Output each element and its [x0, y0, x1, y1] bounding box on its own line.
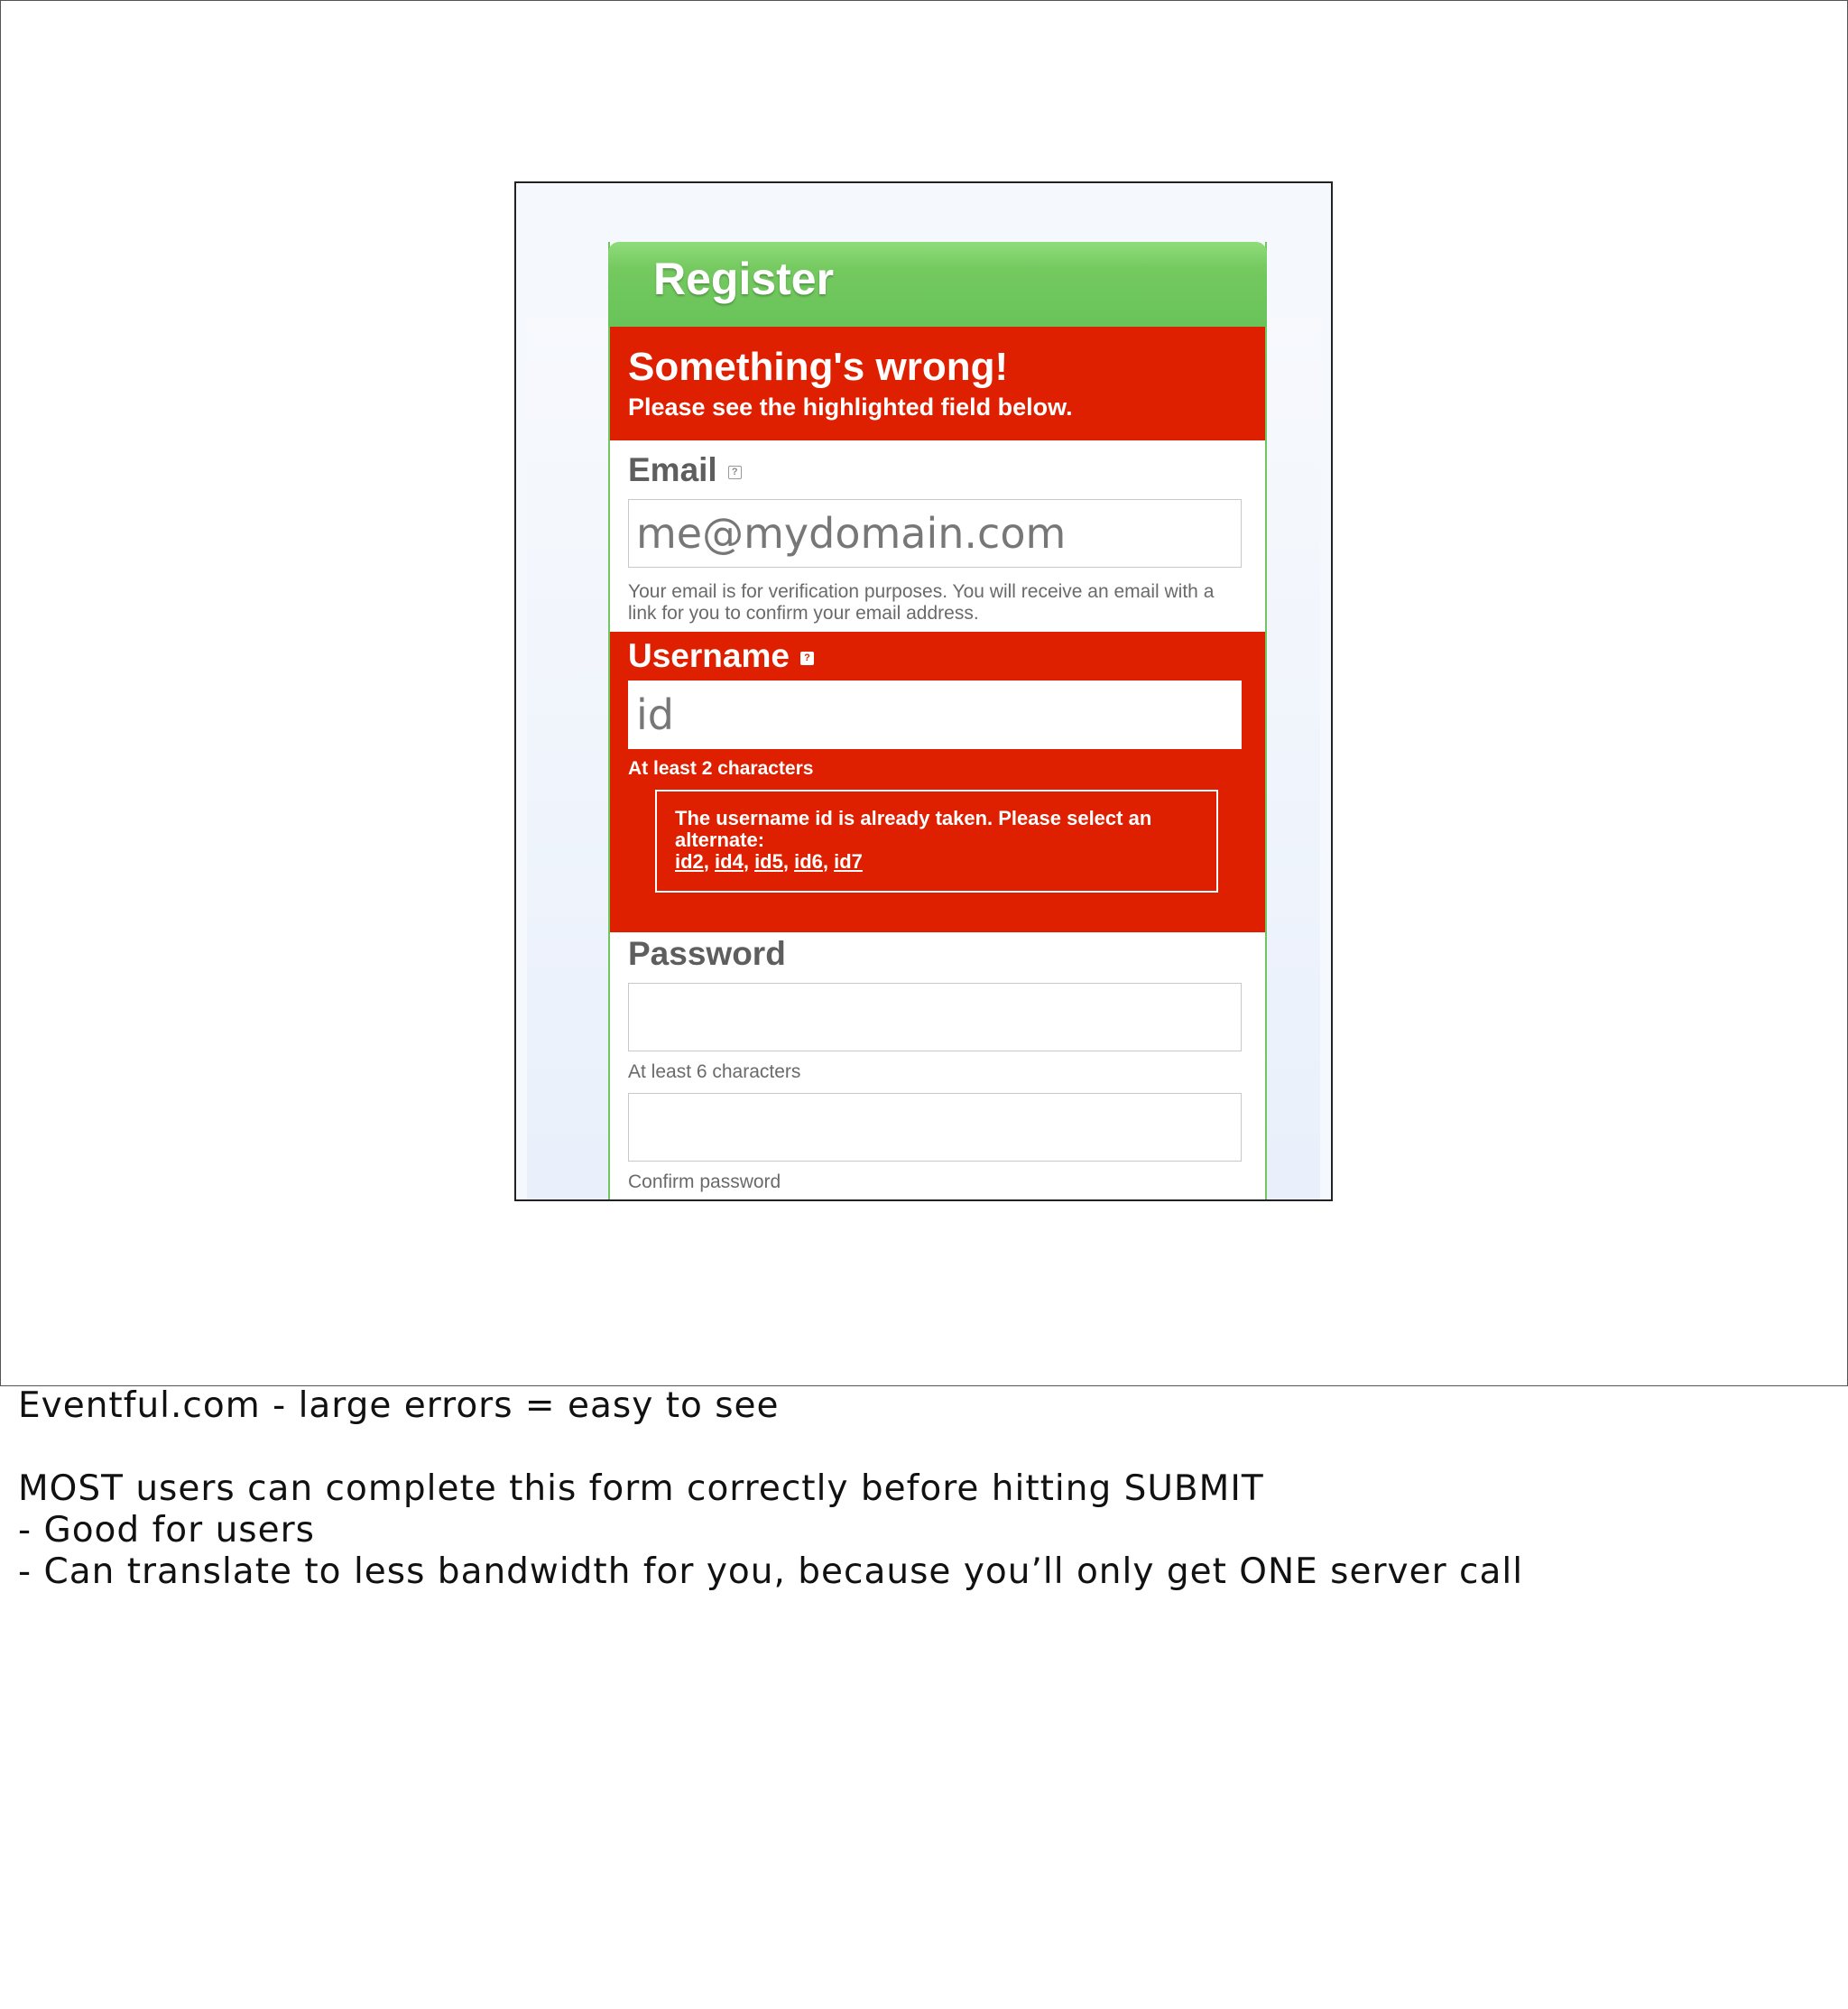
speaker-notes [18, 1385, 1814, 1593]
notes-line [18, 1427, 1814, 1468]
username-taken-message [655, 790, 1218, 893]
notes-line: - Can translate to less bandwidth for you, because you’ll only get ONE server call [18, 1551, 1524, 1592]
alternate-link[interactable]: id2 [675, 850, 704, 873]
email-hint-line: Your email is for verification purposes. You will receive an email with a [628, 581, 1215, 602]
email-label-text: Email [628, 451, 717, 488]
notes-line: Eventful.com - large errors = easy to see [18, 1385, 780, 1426]
email-field[interactable]: me@mydomain.com [628, 499, 1242, 568]
username-label-text: Username [628, 637, 790, 674]
help-icon[interactable]: ? [728, 466, 742, 479]
username-hint: At least 2 characters [628, 758, 814, 779]
alternate-usernames: id2, id4, id5, id6, id7 [675, 850, 863, 873]
alternate-link[interactable]: id4 [715, 850, 744, 873]
alternate-link[interactable]: id5 [754, 850, 783, 873]
email-hint-line: link for you to confirm your email address. [628, 603, 979, 624]
form-title: Register [653, 254, 835, 304]
username-label [628, 637, 814, 675]
email-label [628, 451, 742, 489]
confirm-password-hint: Confirm password [628, 1171, 781, 1192]
username-field[interactable]: id [628, 680, 1242, 749]
error-banner [610, 327, 1265, 440]
screenshot-frame [514, 181, 1333, 1201]
notes-line: MOST users can complete this form correctly before hitting SUBMIT [18, 1468, 1264, 1509]
notes-line: - Good for users [18, 1510, 315, 1551]
taken-message-line: The username id is already taken. Please select an [675, 807, 1152, 829]
password-field[interactable] [628, 983, 1242, 1051]
form-header [608, 242, 1267, 327]
taken-message-line: alternate: [675, 829, 765, 851]
register-form [608, 242, 1267, 1201]
username-error-section [610, 632, 1265, 932]
email-hint [628, 581, 1214, 625]
alternate-link[interactable]: id7 [834, 850, 863, 873]
confirm-password-field[interactable] [628, 1093, 1242, 1162]
help-icon[interactable]: ? [800, 652, 814, 665]
error-subtitle: Please see the highlighted field below. [628, 393, 1073, 421]
password-hint: At least 6 characters [628, 1061, 801, 1082]
password-label: Password [628, 935, 786, 972]
error-title: Something's wrong! [628, 345, 1009, 389]
alternate-link[interactable]: id6 [794, 850, 823, 873]
